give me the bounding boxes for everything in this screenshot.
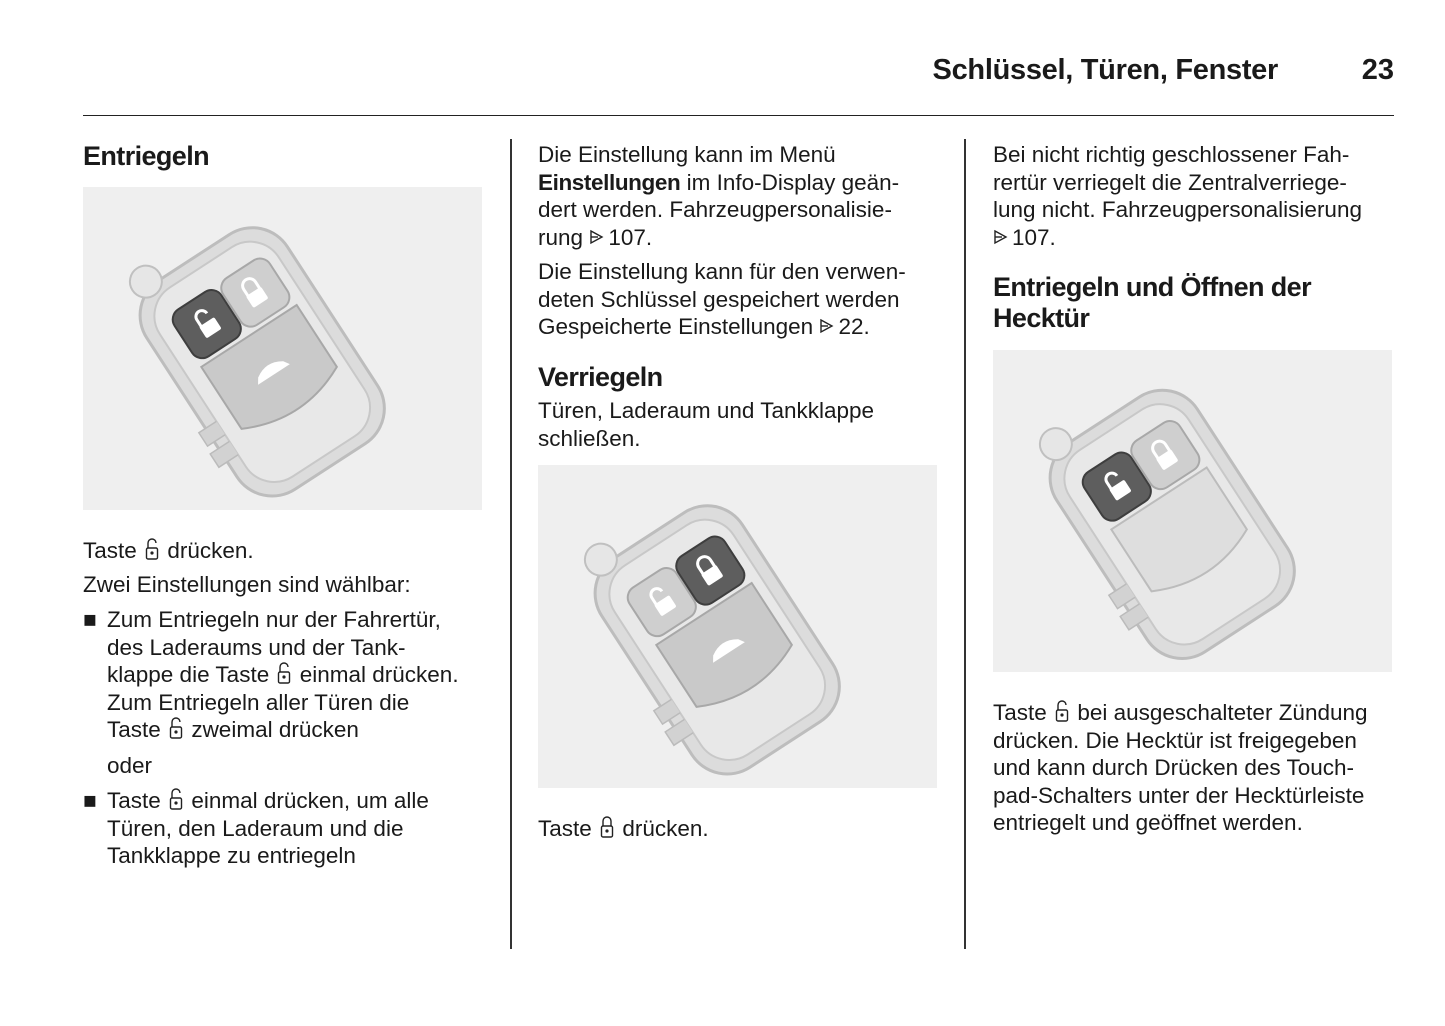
text-fragment: bei ausgeschalteter Zündung: [1077, 700, 1368, 725]
heading-line2: Hecktür: [993, 303, 1090, 333]
bullet1-line5: [107, 716, 512, 744]
c3p2-line5: entriegelt und geöffnet werden.: [993, 810, 1303, 835]
lock-icon: [600, 815, 614, 839]
column-divider-2: [964, 139, 966, 949]
text-fragment: einmal drücken, um alle: [191, 788, 429, 813]
page-reference-icon: [993, 228, 1009, 246]
p2-line1: Die Einstellung kann für den verwen-: [538, 259, 906, 284]
text-fragment: rung: [538, 224, 584, 250]
menu-name-einstellungen: Einstellungen: [538, 169, 681, 195]
c3p2-line3: und kann durch Drücken des Touch-: [993, 755, 1355, 780]
p2-line3: [538, 313, 938, 341]
unlock-icon: [169, 787, 183, 811]
taste-lock-instruction: [538, 815, 938, 843]
key-fob-lock-drawing: [538, 465, 937, 788]
p2-line2: deten Schlüssel gespeichert werden: [538, 286, 900, 312]
unlock-icon: [277, 661, 291, 685]
bullet1-line3: [107, 661, 512, 689]
page-reference-icon: [819, 317, 835, 335]
bullet1-line2: des Laderaums und der Tank-: [107, 634, 406, 660]
unlock-icon: [169, 716, 183, 740]
key-fob-unlock-drawing: [83, 187, 482, 510]
taste-unlock-instruction: [83, 537, 488, 565]
page-reference-107[interactable]: 107.: [608, 224, 653, 250]
bullet-item-2: [83, 787, 512, 870]
page-reference-22[interactable]: 22.: [838, 314, 870, 339]
unlock-icon: [145, 537, 159, 561]
bullet-mark: ■: [83, 788, 97, 813]
bullet2-line3: Tankklappe zu entriegeln: [107, 843, 356, 868]
unlock-icon: [1055, 699, 1069, 723]
lock-desc-line1: Türen, Laderaum und Tankklappe: [538, 398, 875, 423]
c3p2-line2: drücken. Die Hecktür ist freigegeben: [993, 727, 1357, 753]
bullet1-line4: Zum Entriegeln aller Türen die: [107, 689, 410, 715]
bullet-mark: ■: [83, 607, 97, 632]
c3p1-line4: [993, 224, 1395, 252]
heading-line1: Entriegeln und Öffnen der: [993, 272, 1312, 302]
p1-line1: Die Einstellung kann im Menü: [538, 142, 836, 167]
text-fragment: einmal drücken.: [299, 662, 459, 687]
page-number: 23: [1361, 54, 1394, 86]
text-fragment: im Info-Display geän-: [686, 169, 900, 195]
settings-intro: Zwei Einstellungen sind wählbar:: [83, 572, 411, 597]
text-taste: Taste: [83, 538, 137, 563]
c3p2-line1: [993, 699, 1395, 727]
p1-line2: [538, 169, 938, 197]
text-druecken: drücken.: [167, 538, 254, 563]
text-taste: Taste: [538, 816, 592, 841]
c3p2-line4: pad-Schalters unter der Hecktürleiste: [993, 782, 1365, 808]
p1-line4: [538, 224, 938, 252]
text-fragment: Gespeicherte Einstellungen: [538, 314, 814, 339]
page-header-title: Schlüssel, Türen, Fenster: [932, 54, 1278, 86]
c3p1-line2: rertür verriegelt die Zentralverriege-: [993, 169, 1347, 195]
c3p1-line3: lung nicht. Fahrzeugpersonalisierung: [993, 197, 1362, 222]
paragraph-driver-door: [993, 141, 1395, 251]
section-heading-hecktuer: [993, 272, 1395, 334]
bullet2-line2: Türen, den Laderaum und die: [107, 815, 404, 841]
text-druecken: drücken.: [622, 816, 709, 841]
key-illustration-lock: [538, 465, 937, 788]
text-fragment: klappe die Taste: [107, 662, 270, 687]
key-illustration-unlock: [83, 187, 482, 510]
section-heading-verriegeln: Verriegeln: [538, 362, 663, 392]
header-rule: [83, 115, 1394, 116]
text-fragment: Taste: [107, 788, 161, 813]
paragraph-lock-description: [538, 397, 938, 452]
paragraph-menu-setting: [538, 141, 938, 251]
page-reference-icon: [589, 228, 605, 246]
c3p1-line1: Bei nicht richtig geschlossener Fah-: [993, 142, 1350, 167]
text-taste: Taste: [993, 700, 1047, 725]
text-fragment: Taste: [107, 717, 161, 742]
bullet2-line1: [107, 787, 512, 815]
text-fragment: zweimal drücken: [191, 717, 359, 742]
section-heading-entriegeln: Entriegeln: [83, 141, 210, 171]
key-illustration-tailgate: [993, 350, 1392, 672]
key-fob-tailgate-drawing: [993, 350, 1392, 672]
text-oder: oder: [107, 753, 153, 778]
page-reference-107[interactable]: 107.: [1012, 224, 1056, 250]
p1-line3: dert werden. Fahrzeugpersonalisie-: [538, 197, 892, 222]
lock-desc-line2: schließen.: [538, 425, 641, 451]
bullet-item-1: [83, 606, 512, 744]
bullet1-line1: Zum Entriegeln nur der Fahrertür,: [107, 607, 441, 632]
paragraph-tailgate-release: [993, 699, 1395, 837]
paragraph-stored-settings: [538, 258, 938, 341]
